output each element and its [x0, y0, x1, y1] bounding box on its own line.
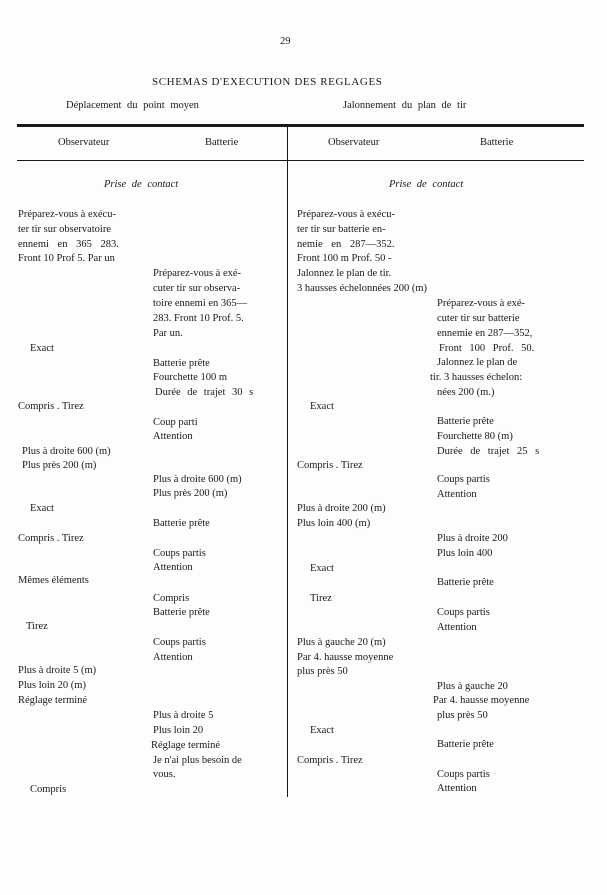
- text-line: Plus loin 20 (m): [18, 680, 86, 691]
- text-line: Attention: [153, 431, 193, 442]
- text-line: Coups partis: [437, 474, 490, 485]
- text-line: Exact: [310, 401, 334, 412]
- text-line: Coup parti: [153, 417, 198, 428]
- text-line: Réglage terminé: [18, 695, 88, 706]
- text-line: Batterie prête: [437, 416, 494, 427]
- text-line: Plus près 200 (m): [22, 460, 97, 471]
- text-line: Attention: [153, 652, 193, 663]
- text-line: Batterie prête: [153, 607, 210, 618]
- text-line: Mêmes éléments: [18, 575, 89, 586]
- text-line: Je n'ai plus besoin de: [153, 755, 242, 766]
- text-line: cuter tir sur observa-: [153, 283, 241, 294]
- text-line: Par 4. hausse moyenne: [297, 652, 394, 663]
- text-line: Réglage terminé: [151, 740, 221, 751]
- section-heading-right: Prise de contact: [389, 179, 464, 190]
- text-line: plus près 50: [297, 666, 348, 677]
- text-line: Plus à droite 5 (m): [18, 665, 97, 676]
- text-line: 283. Front 10 Prof. 5.: [153, 313, 244, 324]
- text-line: Jalonnez le plan de tir.: [297, 268, 392, 279]
- text-line: Batterie prête: [153, 358, 210, 369]
- text-line: ter tir sur observatoire: [18, 224, 112, 235]
- right-heading: Jalonnement du plan de tir: [343, 100, 467, 111]
- text-line: Compris . Tirez: [297, 460, 363, 471]
- text-line: Coups partis: [437, 607, 490, 618]
- text-line: Front 10 Prof 5. Par un: [18, 253, 115, 264]
- text-line: Attention: [153, 562, 193, 573]
- text-line: Exact: [310, 725, 334, 736]
- text-line: Front 100 m Prof. 50 -: [297, 253, 392, 264]
- text-line: Plus à gauche 20: [437, 681, 508, 692]
- text-line: toire ennemi en 365—: [153, 298, 248, 309]
- left-heading: Déplacement du point moyen: [66, 100, 199, 111]
- text-line: Plus loin 20: [153, 725, 204, 736]
- text-line: Jalonnez le plan de: [437, 357, 518, 368]
- text-line: Attention: [437, 783, 477, 794]
- text-line: Coups partis: [153, 637, 206, 648]
- text-line: Plus à droite 200 (m): [297, 503, 386, 514]
- text-line: Plus à gauche 20 (m): [297, 637, 386, 648]
- text-line: Batterie prête: [437, 739, 494, 750]
- text-line: Durée de trajet 30 s: [155, 387, 254, 398]
- text-line: Attention: [437, 489, 477, 500]
- text-line: Par 4. hausse moyenne: [433, 695, 530, 706]
- text-line: Par un.: [153, 328, 183, 339]
- section-heading-left: Prise de contact: [104, 179, 179, 190]
- text-line: Compris . Tirez: [18, 401, 84, 412]
- text-line: Préparez-vous à exé-: [153, 268, 242, 279]
- text-line: Tirez: [310, 593, 332, 604]
- text-line: Plus à droite 5: [153, 710, 214, 721]
- text-line: 3 hausses échelonnées 200 (m): [297, 283, 428, 294]
- text-line: Compris . Tirez: [18, 533, 84, 544]
- text-line: Tirez: [26, 621, 48, 632]
- text-line: ennemi en 365 283.: [18, 239, 119, 250]
- text-line: nées 200 (m.): [437, 387, 495, 398]
- page-title: SCHEMAS D'EXECUTION DES REGLAGES: [152, 76, 383, 88]
- text-line: Compris . Tirez: [297, 755, 363, 766]
- text-line: Plus à droite 600 (m): [22, 446, 111, 457]
- text-line: Compris: [153, 593, 190, 604]
- text-line: Coups partis: [437, 769, 490, 780]
- text-line: Attention: [437, 622, 477, 633]
- text-line: Préparez-vous à exécu-: [18, 209, 116, 220]
- text-line: Durée de trajet 25 s: [437, 446, 540, 457]
- col-header-observateur-left: Observateur: [58, 137, 110, 148]
- text-line: Plus loin 400: [437, 548, 493, 559]
- col-header-batterie-right: Batterie: [480, 137, 514, 148]
- text-line: Plus à droite 200: [437, 533, 508, 544]
- text-line: nemie en 287—352.: [297, 239, 395, 250]
- text-line: Compris: [30, 784, 67, 795]
- header-rule: [17, 160, 584, 161]
- text-line: Exact: [30, 503, 54, 514]
- text-line: Exact: [30, 343, 54, 354]
- text-line: Fourchette 80 (m): [437, 431, 513, 442]
- col-header-batterie-left: Batterie: [205, 137, 239, 148]
- text-line: ter tir sur batterie en-: [297, 224, 386, 235]
- text-line: Plus loin 400 (m): [297, 518, 371, 529]
- page-number: 29: [280, 36, 291, 47]
- top-rule: [17, 124, 584, 127]
- text-line: Exact: [310, 563, 334, 574]
- text-line: Batterie prête: [437, 577, 494, 588]
- text-line: cuter tir sur batterie: [437, 313, 520, 324]
- text-line: plus près 50: [437, 710, 488, 721]
- text-line: ennemie en 287—352,: [437, 328, 533, 339]
- text-line: vous.: [153, 769, 176, 780]
- text-line: Plus à droite 600 (m): [153, 474, 242, 485]
- text-line: Batterie prête: [153, 518, 210, 529]
- center-divider: [287, 127, 288, 797]
- text-line: Coups partis: [153, 548, 206, 559]
- col-header-observateur-right: Observateur: [328, 137, 380, 148]
- text-line: Fourchette 100 m: [153, 372, 228, 383]
- text-line: Préparez-vous à exécu-: [297, 209, 395, 220]
- text-line: Plus près 200 (m): [153, 488, 228, 499]
- text-line: Front 100 Prof. 50.: [439, 343, 535, 354]
- text-line: tir. 3 hausses échelon:: [430, 372, 523, 383]
- text-line: Préparez-vous à exé-: [437, 298, 526, 309]
